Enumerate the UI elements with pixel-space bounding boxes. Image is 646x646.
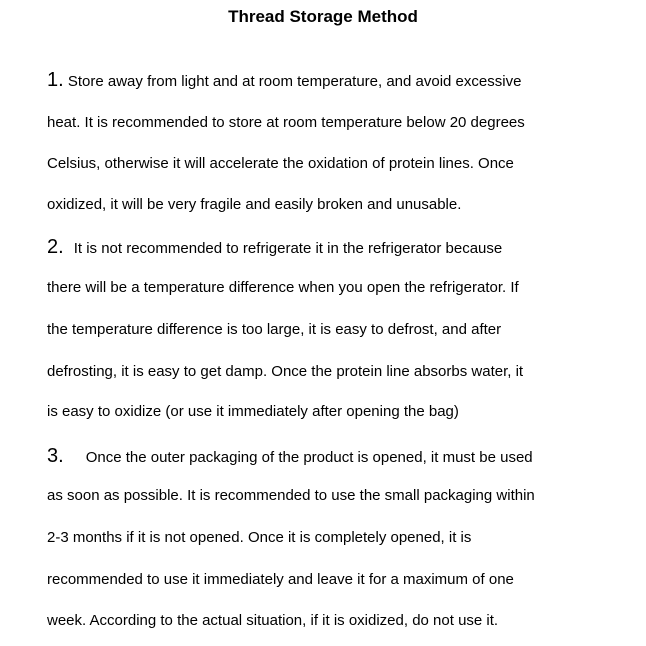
item-text-line: defrosting, it is easy to get damp. Once the protein line absorbs water, it — [47, 363, 524, 380]
item-text-line: Store away from light and at room temperature, and avoid excessive — [67, 73, 522, 90]
item-text-line: there will be a temperature difference when you open the refrigerator. If — [47, 279, 519, 296]
item-text-line: Once the outer packaging of the product is opened, it must be used — [85, 449, 533, 466]
item-text-line: oxidized, it will be very fragile and easily broken and unusable. — [47, 196, 462, 213]
item-text-line: is easy to oxidize (or use it immediately after opening the bag) — [47, 403, 459, 420]
item-text-line: as soon as possible. It is recommended to use the small packaging within — [47, 487, 535, 504]
item-number: 2. — [47, 236, 64, 258]
item-text-line: 2-3 months if it is not opened. Once it is completely opened, it is — [47, 529, 472, 546]
page-title: Thread Storage Method — [228, 7, 418, 26]
item-number: 3. — [47, 445, 64, 467]
item-text-line: heat. It is recommended to store at room temperature below 20 degrees — [47, 114, 525, 131]
item-number: 1. — [47, 69, 64, 91]
item-text-line: the temperature difference is too large, it is easy to defrost, and after — [47, 321, 502, 338]
item-text-line: It is not recommended to refrigerate it in the refrigerator because — [73, 240, 503, 257]
item-text-line: recommended to use it immediately and leave it for a maximum of one — [47, 571, 514, 588]
item-text-line: week. According to the actual situation, if it is oxidized, do not use it. — [47, 612, 499, 629]
item-text-line: Celsius, otherwise it will accelerate the oxidation of protein lines. Once — [47, 155, 514, 172]
